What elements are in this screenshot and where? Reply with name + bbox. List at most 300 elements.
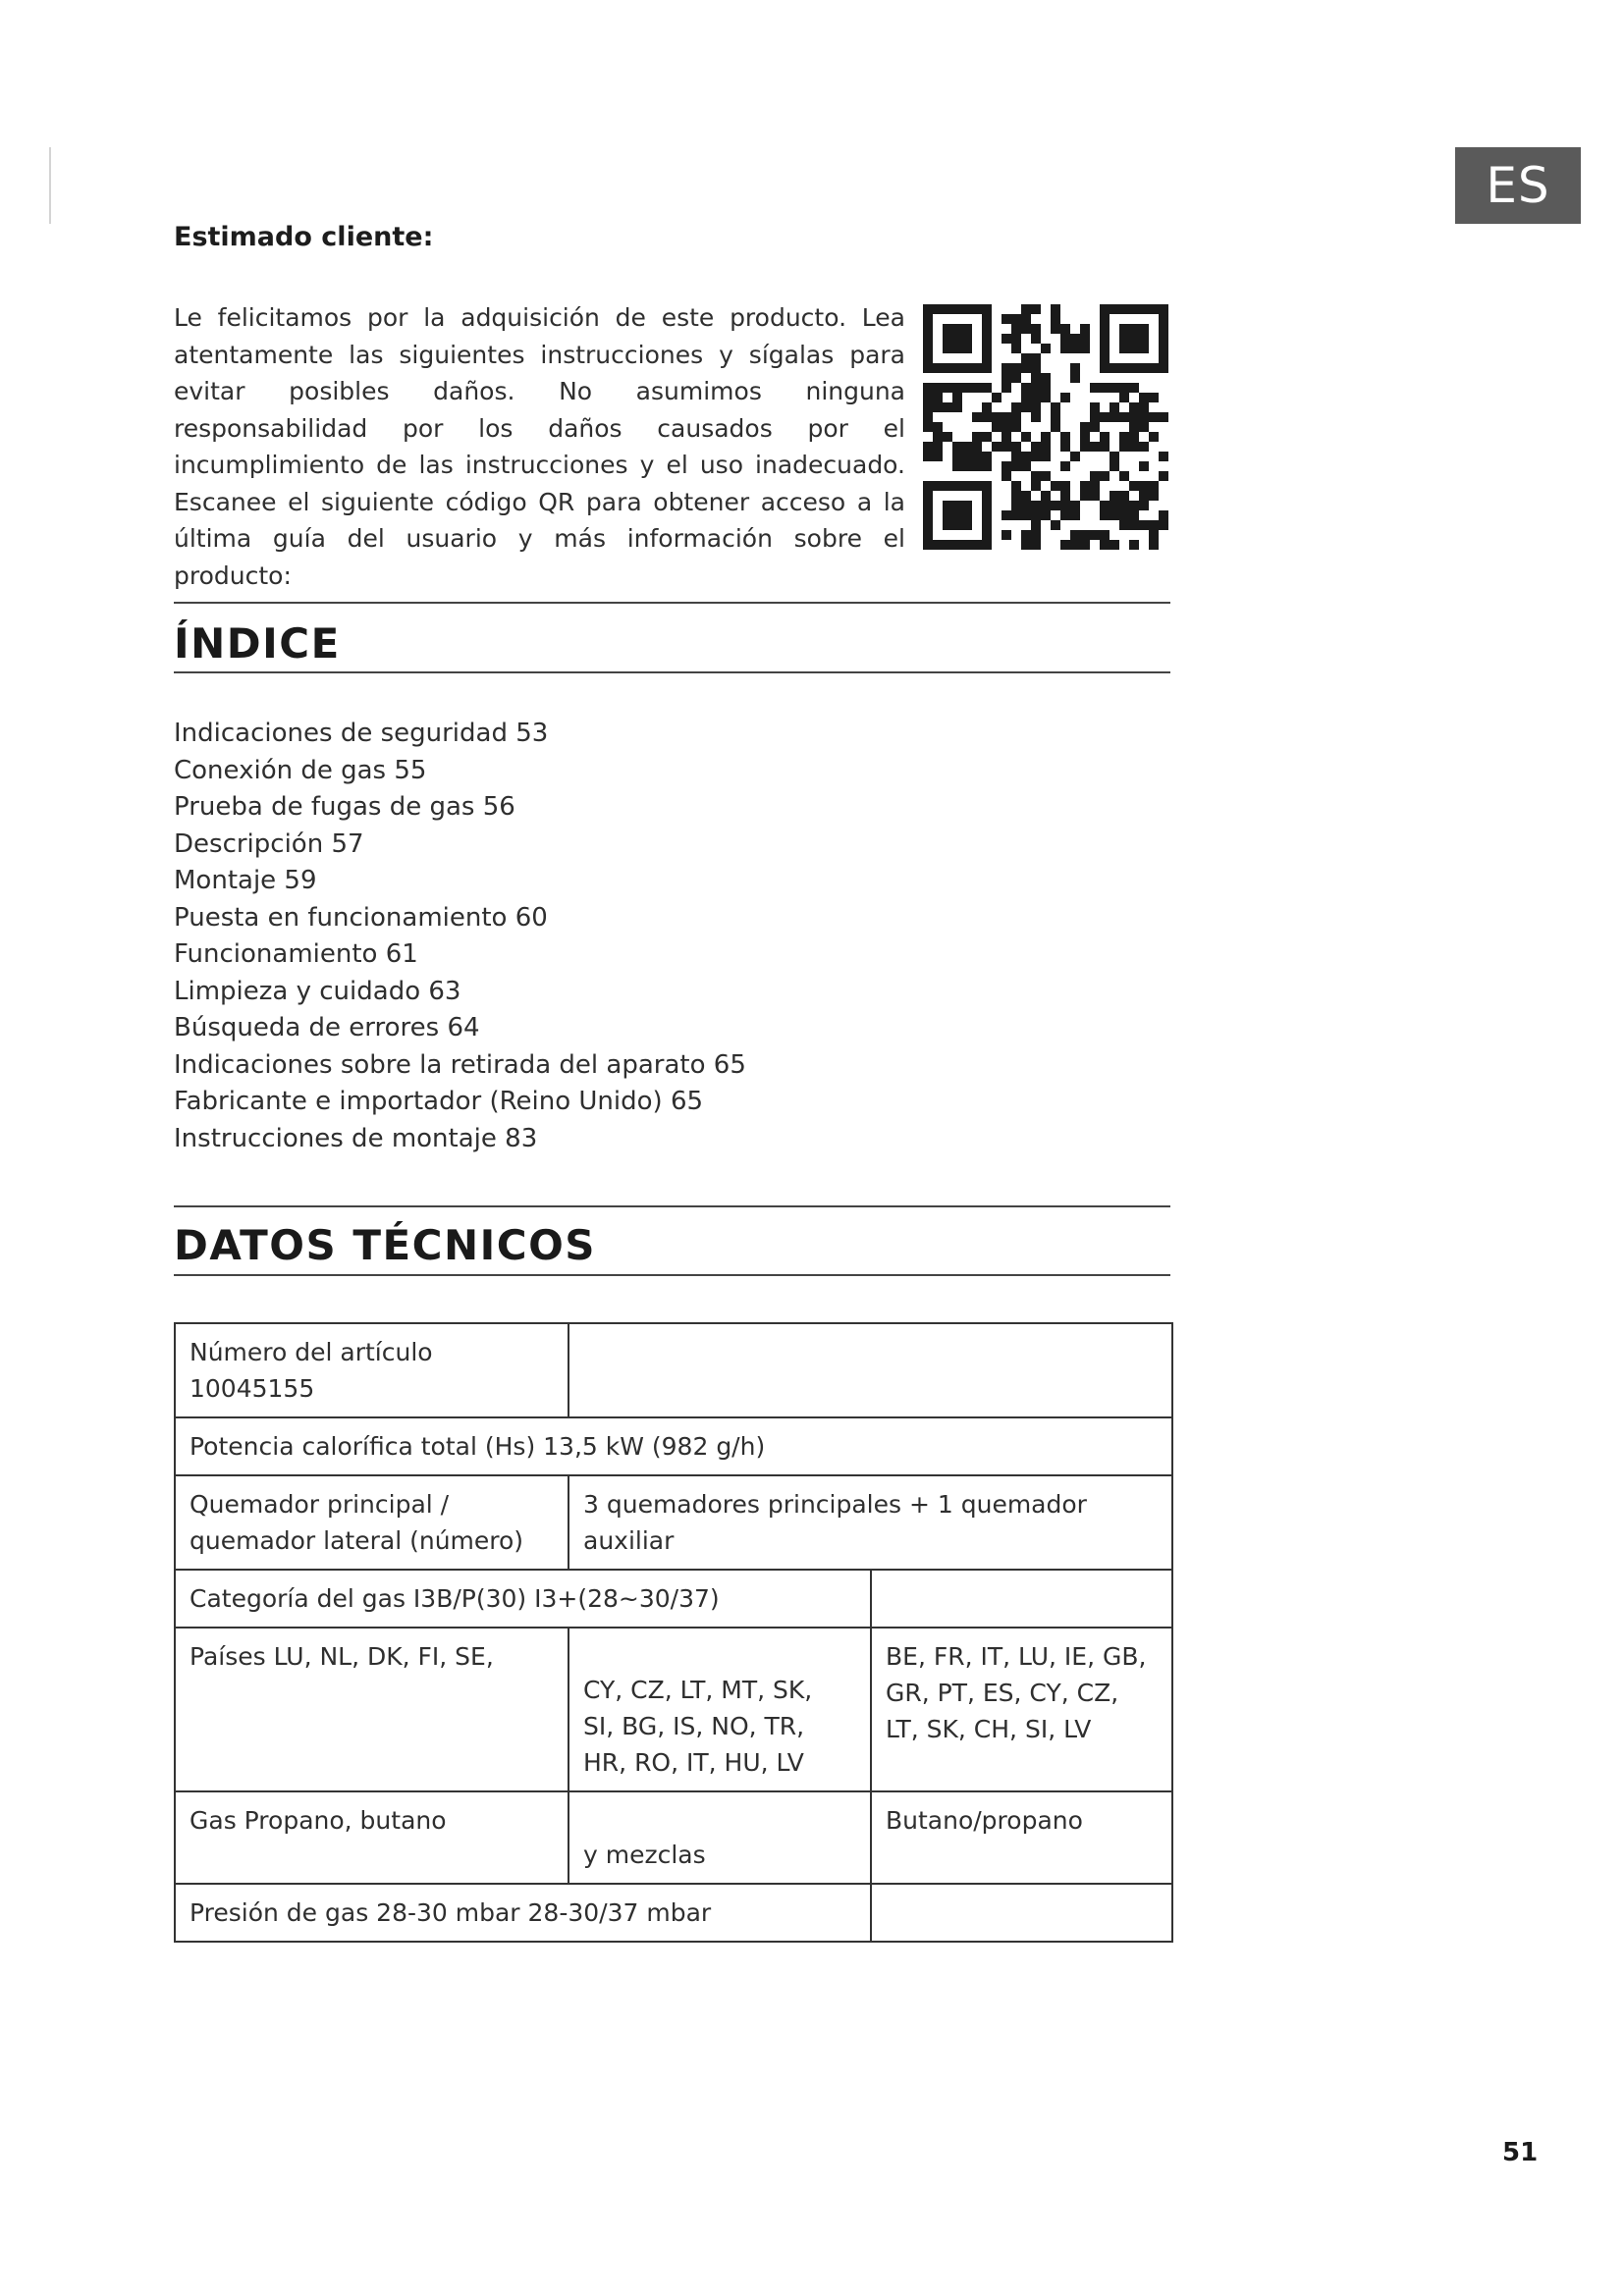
qr-module — [1100, 510, 1110, 520]
qr-module — [962, 510, 972, 520]
qr-module — [1031, 304, 1041, 314]
qr-module — [1041, 383, 1051, 393]
qr-module — [1159, 412, 1168, 422]
qr-module — [1031, 363, 1041, 373]
qr-code — [923, 304, 1168, 550]
qr-module — [1149, 481, 1159, 491]
qr-module — [972, 461, 982, 471]
qr-module — [1001, 471, 1011, 481]
qr-module — [943, 344, 952, 353]
qr-module — [933, 442, 943, 452]
qr-module — [1139, 461, 1149, 471]
qr-module — [1041, 510, 1051, 520]
qr-module — [1159, 520, 1168, 530]
qr-module — [1011, 344, 1021, 353]
qr-module — [1070, 540, 1080, 550]
qr-module — [1119, 324, 1129, 334]
qr-module — [943, 383, 952, 393]
qr-module — [1090, 481, 1100, 491]
qr-module — [1001, 422, 1011, 432]
qr-module — [1021, 324, 1031, 334]
qr-module — [1100, 540, 1110, 550]
qr-module — [1031, 373, 1041, 383]
qr-module — [972, 363, 982, 373]
index-item: Prueba de fugas de gas 56 — [174, 792, 515, 822]
qr-module — [1001, 461, 1011, 471]
qr-module — [1021, 304, 1031, 314]
qr-module — [1041, 501, 1051, 510]
qr-module — [952, 481, 962, 491]
qr-module — [1070, 501, 1080, 510]
qr-module — [1021, 383, 1031, 393]
qr-module — [1011, 373, 1021, 383]
qr-module — [943, 540, 952, 550]
qr-module — [962, 452, 972, 461]
qr-module — [1011, 481, 1021, 491]
qr-module — [1119, 383, 1129, 393]
qr-module — [1110, 402, 1119, 412]
qr-module — [1159, 334, 1168, 344]
qr-module — [1129, 442, 1139, 452]
qr-module — [1021, 540, 1031, 550]
table-row — [175, 1791, 1172, 1884]
table-row — [175, 1884, 1172, 1942]
qr-module — [1031, 501, 1041, 510]
qr-module — [1159, 324, 1168, 334]
qr-module — [1149, 304, 1159, 314]
qr-module — [1031, 481, 1041, 491]
qr-module — [1080, 422, 1090, 432]
qr-module — [1001, 412, 1011, 422]
qr-module — [1110, 510, 1119, 520]
qr-module — [952, 452, 962, 461]
qr-module — [1129, 402, 1139, 412]
table-cell: Número del artículo 10045155 — [175, 1323, 568, 1417]
qr-module — [1100, 530, 1110, 540]
margin-mark — [49, 147, 51, 224]
qr-module — [952, 344, 962, 353]
qr-module — [1129, 422, 1139, 432]
qr-module — [1060, 461, 1070, 471]
qr-module — [1051, 314, 1060, 324]
qr-module — [943, 520, 952, 530]
qr-module — [1080, 344, 1090, 353]
qr-module — [1021, 452, 1031, 461]
qr-module — [1060, 393, 1070, 402]
qr-module — [923, 393, 933, 402]
qr-module — [1001, 530, 1011, 540]
qr-module — [1100, 334, 1110, 344]
qr-module — [1149, 540, 1159, 550]
qr-module — [933, 383, 943, 393]
table-cell: Quemador principal / quemador lateral (número) — [175, 1475, 568, 1570]
qr-module — [952, 334, 962, 344]
qr-module — [1001, 510, 1011, 520]
qr-module — [1080, 334, 1090, 344]
qr-module — [1060, 481, 1070, 491]
qr-module — [1119, 471, 1129, 481]
qr-module — [923, 363, 933, 373]
qr-module — [933, 402, 943, 412]
qr-module — [1110, 363, 1119, 373]
qr-module — [1139, 442, 1149, 452]
table-cell: Butano/propano — [871, 1791, 1172, 1884]
qr-module — [992, 412, 1001, 422]
qr-module — [1129, 540, 1139, 550]
qr-module — [943, 324, 952, 334]
qr-module — [923, 412, 933, 422]
table-row — [175, 1475, 1172, 1570]
qr-module — [1129, 383, 1139, 393]
qr-module — [952, 383, 962, 393]
qr-module — [972, 304, 982, 314]
qr-module — [1159, 363, 1168, 373]
qr-module — [1011, 510, 1021, 520]
table-cell: BE, FR, IT, LU, IE, GB, GR, PT, ES, CY, CZ, LT, SK, CH, SI, LV — [871, 1628, 1172, 1791]
qr-module — [982, 324, 992, 334]
index-item: Limpieza y cuidado 63 — [174, 976, 461, 1006]
qr-module — [1060, 344, 1070, 353]
qr-module — [1031, 452, 1041, 461]
qr-module — [952, 461, 962, 471]
qr-module — [1031, 383, 1041, 393]
qr-module — [1051, 412, 1060, 422]
table-cell — [871, 1884, 1172, 1942]
qr-module — [952, 510, 962, 520]
qr-module — [962, 304, 972, 314]
table-cell: y mezclas — [568, 1791, 871, 1884]
qr-module — [1129, 520, 1139, 530]
qr-module — [1011, 422, 1021, 432]
qr-module — [992, 393, 1001, 402]
qr-module — [1060, 491, 1070, 501]
qr-module — [972, 412, 982, 422]
qr-module — [1041, 452, 1051, 461]
qr-module — [923, 520, 933, 530]
qr-module — [1011, 501, 1021, 510]
qr-module — [923, 324, 933, 334]
qr-module — [1110, 452, 1119, 461]
qr-module — [972, 442, 982, 452]
table-cell: 3 quemadores principales + 1 quemador auxiliar — [568, 1475, 1172, 1570]
qr-module — [1149, 393, 1159, 402]
qr-module — [1119, 520, 1129, 530]
qr-module — [962, 540, 972, 550]
tech-title: DATOS TÉCNICOS — [174, 1221, 597, 1269]
qr-module — [923, 540, 933, 550]
qr-module — [1110, 412, 1119, 422]
qr-module — [1031, 402, 1041, 412]
qr-module — [1149, 520, 1159, 530]
qr-module — [943, 432, 952, 442]
index-item: Fabricante e importador (Reino Unido) 65 — [174, 1087, 704, 1116]
qr-module — [1119, 432, 1129, 442]
qr-module — [1100, 471, 1110, 481]
qr-module — [1159, 471, 1168, 481]
qr-module — [933, 304, 943, 314]
qr-module — [1001, 363, 1011, 373]
qr-module — [1011, 402, 1021, 412]
qr-module — [982, 304, 992, 314]
qr-module — [1129, 304, 1139, 314]
qr-module — [1110, 491, 1119, 501]
table-row — [175, 1628, 1172, 1791]
qr-module — [943, 304, 952, 314]
index-title: ÍNDICE — [174, 619, 341, 667]
qr-module — [1031, 471, 1041, 481]
qr-module — [1100, 363, 1110, 373]
qr-module — [972, 540, 982, 550]
qr-module — [1129, 344, 1139, 353]
qr-module — [952, 520, 962, 530]
index-list — [174, 716, 746, 1157]
qr-module — [1139, 422, 1149, 432]
qr-module — [1119, 363, 1129, 373]
qr-module — [1031, 324, 1041, 334]
qr-module — [1139, 334, 1149, 344]
qr-module — [1100, 344, 1110, 353]
qr-module — [943, 481, 952, 491]
qr-module — [1149, 530, 1159, 540]
qr-module — [1090, 491, 1100, 501]
qr-module — [972, 432, 982, 442]
qr-module — [952, 442, 962, 452]
qr-module — [1021, 402, 1031, 412]
qr-module — [1031, 530, 1041, 540]
intro-paragraph: Le felicitamos por la adquisición de este producto. Lea atentamente las siguientes instrucciones y sígalas para evitar posibles daños. No asumimos ninguna responsabilidad por los daños causados por el incumplimiento de las instrucciones y el uso inadecuado. Escanee el siguiente código QR para obtener acceso a la última guía del usuario y más información sobre el producto: — [174, 303, 905, 590]
table-cell: Potencia calorífica total (Hs) 13,5 kW (982 g/h) — [175, 1417, 1172, 1475]
qr-module — [1021, 314, 1031, 324]
qr-module — [1139, 402, 1149, 412]
table-cell: Países LU, NL, DK, FI, SE, — [175, 1628, 568, 1791]
qr-module — [1011, 363, 1021, 373]
qr-module — [923, 383, 933, 393]
language-tab: ES — [1455, 147, 1581, 224]
qr-module — [1070, 510, 1080, 520]
qr-module — [1011, 334, 1021, 344]
qr-module — [1119, 344, 1129, 353]
table-cell — [871, 1570, 1172, 1628]
index-item: Búsqueda de errores 64 — [174, 1013, 480, 1042]
qr-module — [923, 442, 933, 452]
qr-module — [1080, 540, 1090, 550]
qr-module — [1060, 432, 1070, 442]
qr-module — [1110, 540, 1119, 550]
table-cell: Gas Propano, butano — [175, 1791, 568, 1884]
qr-module — [1011, 452, 1021, 461]
qr-module — [1090, 422, 1100, 432]
qr-module — [1100, 304, 1110, 314]
qr-module — [1139, 491, 1149, 501]
qr-module — [1129, 510, 1139, 520]
qr-module — [1110, 304, 1119, 314]
qr-module — [1090, 442, 1100, 452]
qr-module — [962, 461, 972, 471]
qr-module — [982, 461, 992, 471]
qr-module — [1070, 344, 1080, 353]
qr-module — [923, 491, 933, 501]
qr-module — [952, 402, 962, 412]
qr-module — [1041, 373, 1051, 383]
qr-module — [982, 314, 992, 324]
qr-module — [1139, 393, 1149, 402]
qr-module — [1100, 324, 1110, 334]
qr-module — [1001, 432, 1011, 442]
qr-module — [982, 383, 992, 393]
qr-module — [1139, 324, 1149, 334]
qr-module — [1060, 510, 1070, 520]
qr-module — [972, 481, 982, 491]
qr-module — [982, 344, 992, 353]
qr-module — [1159, 452, 1168, 461]
qr-module — [1159, 304, 1168, 314]
tech-table — [174, 1322, 1173, 1943]
qr-module — [1031, 442, 1041, 452]
qr-module — [1021, 393, 1031, 402]
qr-module — [1139, 520, 1149, 530]
qr-module — [1080, 481, 1090, 491]
qr-module — [923, 510, 933, 520]
qr-module — [982, 481, 992, 491]
qr-module — [923, 422, 933, 432]
qr-module — [1149, 412, 1159, 422]
qr-module — [962, 520, 972, 530]
qr-module — [1119, 501, 1129, 510]
qr-module — [982, 432, 992, 442]
qr-module — [923, 334, 933, 344]
qr-module — [1100, 353, 1110, 363]
qr-module — [982, 353, 992, 363]
qr-module — [1080, 442, 1090, 452]
qr-module — [1090, 402, 1100, 412]
qr-module — [923, 530, 933, 540]
qr-module — [1119, 510, 1129, 520]
qr-module — [1021, 501, 1031, 510]
index-item: Instrucciones de montaje 83 — [174, 1123, 538, 1153]
qr-module — [1129, 432, 1139, 442]
qr-module — [1051, 324, 1060, 334]
qr-module — [1100, 432, 1110, 442]
qr-module — [1139, 412, 1149, 422]
qr-module — [1001, 442, 1011, 452]
table-cell: Presión de gas 28-30 mbar 28-30/37 mbar — [175, 1884, 871, 1942]
qr-module — [982, 412, 992, 422]
qr-module — [1100, 412, 1110, 422]
qr-module — [1159, 314, 1168, 324]
tech-rule-bottom — [174, 1274, 1170, 1276]
qr-module — [962, 363, 972, 373]
qr-module — [962, 481, 972, 491]
qr-module — [1011, 442, 1021, 452]
qr-module — [923, 481, 933, 491]
index-item: Indicaciones sobre la retirada del aparato 65 — [174, 1049, 746, 1080]
qr-module — [1011, 324, 1021, 334]
qr-module — [1119, 491, 1129, 501]
qr-module — [1060, 324, 1070, 334]
qr-module — [1070, 334, 1080, 344]
qr-module — [1129, 334, 1139, 344]
qr-module — [933, 422, 943, 432]
qr-module — [1041, 344, 1051, 353]
qr-module — [1021, 353, 1031, 363]
qr-module — [1149, 363, 1159, 373]
qr-module — [1011, 461, 1021, 471]
qr-module — [1149, 432, 1159, 442]
qr-module — [933, 393, 943, 402]
qr-module — [1100, 501, 1110, 510]
qr-module — [1119, 412, 1129, 422]
qr-module — [1119, 393, 1129, 402]
index-item: Indicaciones de seguridad 53 — [174, 719, 549, 748]
qr-module — [933, 432, 943, 442]
tech-rule-top — [174, 1205, 1170, 1207]
qr-module — [1031, 540, 1041, 550]
qr-module — [962, 334, 972, 344]
qr-module — [1139, 344, 1149, 353]
qr-module — [982, 510, 992, 520]
qr-module — [1139, 501, 1149, 510]
qr-module — [1051, 402, 1060, 412]
table-row — [175, 1570, 1172, 1628]
qr-module — [1041, 393, 1051, 402]
qr-module — [1051, 520, 1060, 530]
table-row — [175, 1417, 1172, 1475]
qr-module — [1129, 412, 1139, 422]
qr-module — [972, 383, 982, 393]
qr-module — [1051, 501, 1060, 510]
table-cell: CY, CZ, LT, MT, SK, SI, BG, IS, NO, TR, HR, RO, IT, HU, LV — [568, 1628, 871, 1791]
index-rule-bottom — [174, 671, 1170, 673]
qr-module — [1060, 334, 1070, 344]
qr-module — [1070, 452, 1080, 461]
qr-module — [982, 334, 992, 344]
qr-module — [923, 304, 933, 314]
qr-module — [1100, 314, 1110, 324]
qr-module — [1090, 471, 1100, 481]
qr-module — [1031, 393, 1041, 402]
qr-module — [992, 442, 1001, 452]
qr-module — [1129, 501, 1139, 510]
qr-module — [923, 501, 933, 510]
qr-module — [982, 491, 992, 501]
qr-module — [1021, 432, 1031, 442]
table-cell: Categoría del gas I3B/P(30) I3+(28~30/37) — [175, 1570, 871, 1628]
qr-module — [1041, 442, 1051, 452]
qr-module — [1060, 501, 1070, 510]
qr-module — [1021, 461, 1031, 471]
qr-module — [1011, 491, 1021, 501]
qr-module — [1021, 491, 1031, 501]
qr-module — [1001, 314, 1011, 324]
qr-module — [1001, 373, 1011, 383]
qr-module — [933, 363, 943, 373]
qr-module — [923, 402, 933, 412]
index-item: Puesta en funcionamiento 60 — [174, 902, 548, 933]
qr-module — [1080, 432, 1090, 442]
qr-module — [1031, 520, 1041, 530]
qr-module — [1119, 334, 1129, 344]
index-item: Montaje 59 — [174, 866, 317, 895]
qr-module — [1129, 363, 1139, 373]
qr-module — [962, 324, 972, 334]
table-row — [175, 1323, 1172, 1417]
qr-module — [1060, 442, 1070, 452]
qr-module — [1139, 304, 1149, 314]
qr-module — [1090, 412, 1100, 422]
qr-module — [1011, 314, 1021, 324]
qr-module — [923, 344, 933, 353]
qr-module — [1159, 353, 1168, 363]
